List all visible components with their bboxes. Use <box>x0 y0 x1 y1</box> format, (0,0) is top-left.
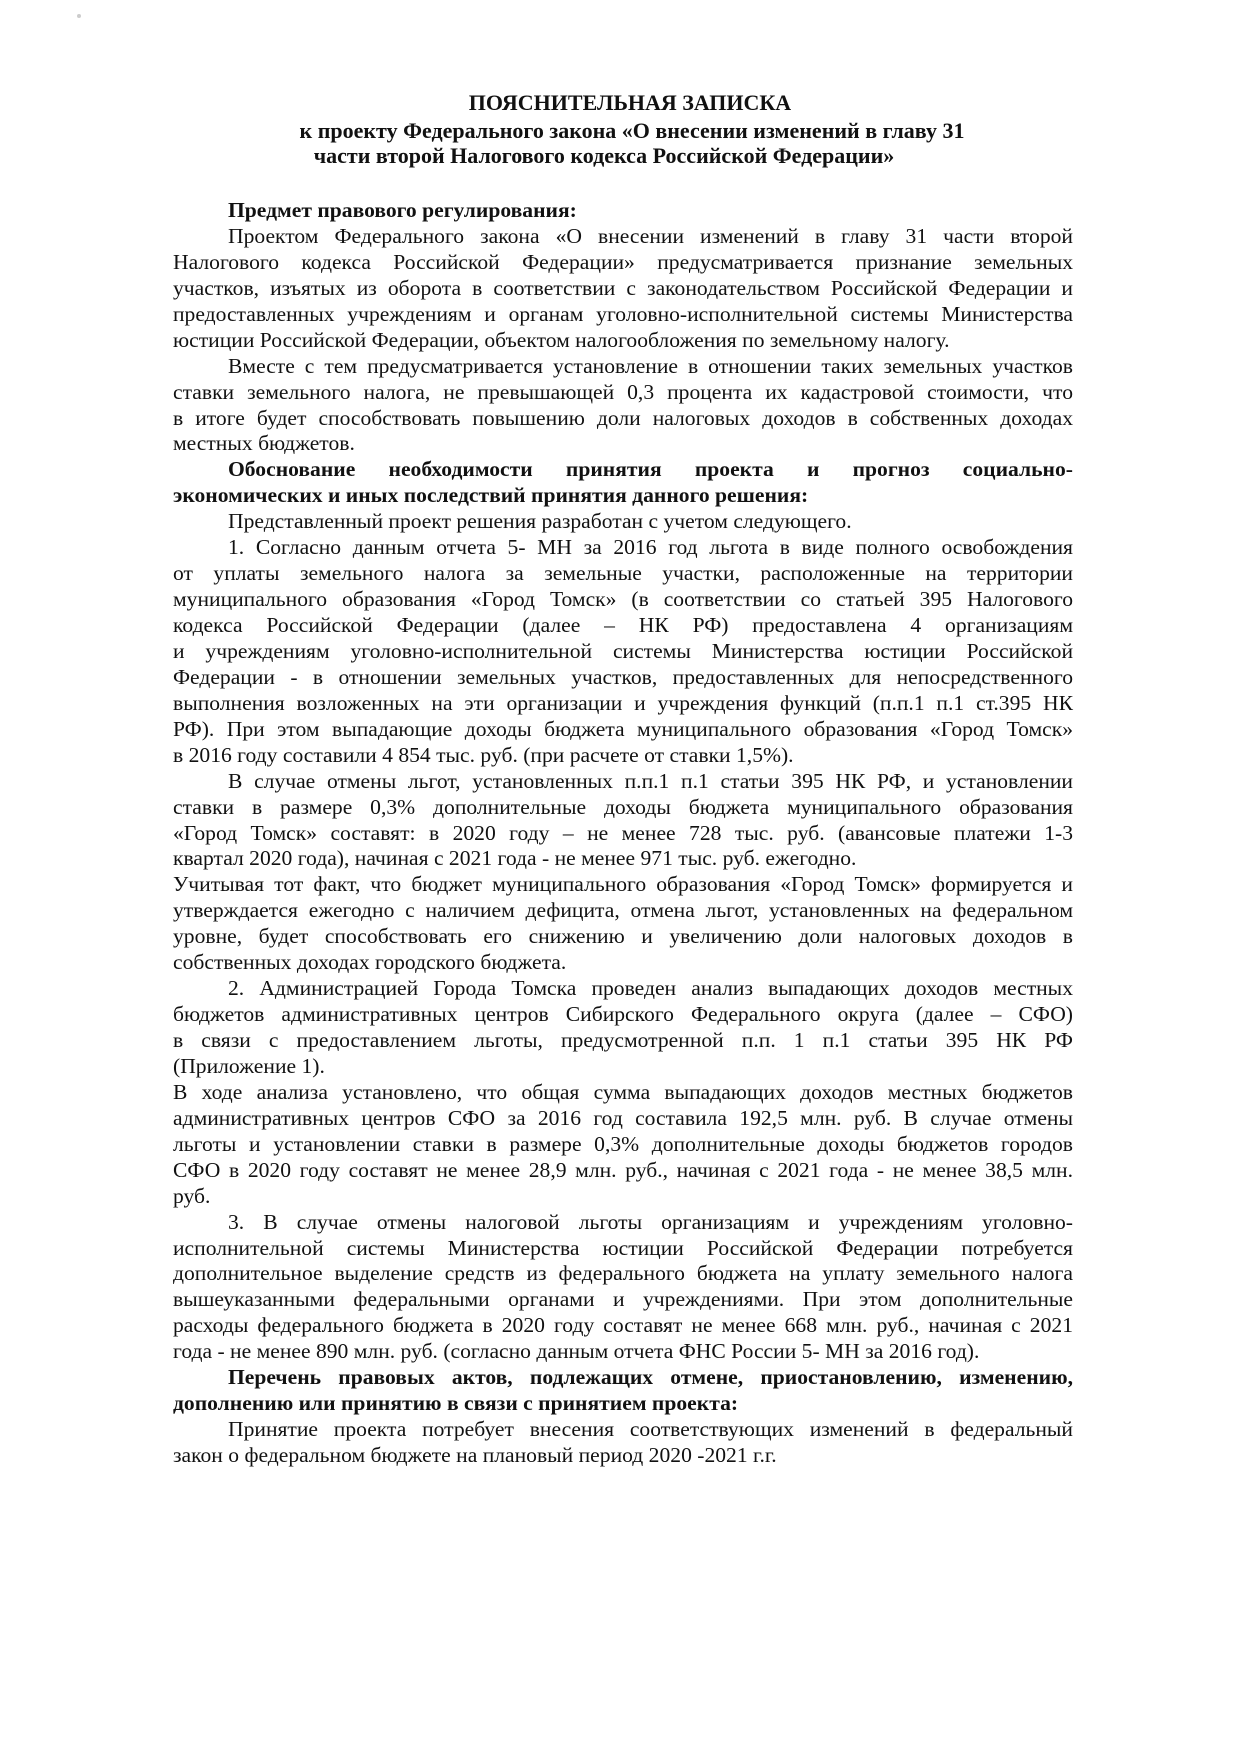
text-line: Учитывая тот факт, что бюджет муниципального образования «Город Томск» формируется и <box>173 872 1073 897</box>
text-line: утверждается ежегодно с наличием дефицита, отмена льгот, установленных на федеральном <box>173 898 1073 923</box>
paragraph <box>173 354 1073 458</box>
text-line: года - не менее 890 млн. руб. (согласно данным отчета ФНС России 5- МН за 2016 год). <box>173 1339 980 1364</box>
text-line: льготы и установлении ставки в размере 0,3% дополнительные доходы бюджетов городов <box>173 1131 1073 1156</box>
text-line: дополнительное выделение средств из федерального бюджета на уплату земельного налога <box>173 1261 1073 1286</box>
text-line: ставки в размере 0,3% дополнительные доходы бюджета муниципального образования <box>173 794 1073 819</box>
text-line: ставки земельного налога, не превышающей 0,3 процента их кадастровой стоимости, что <box>173 379 1073 404</box>
text-line: Федерации - в отношении земельных участков, предоставленных для непосредственного <box>173 664 1073 689</box>
section-heading <box>173 198 1073 224</box>
text-line: вышеуказанными федеральными органами и учреждениями. При этом дополнительные <box>173 1287 1073 1312</box>
text-line: от уплаты земельного налога за земельные участки, расположенные на территории <box>173 561 1073 586</box>
document-subtitle-line-2: части второй Налогового кодекса Российской Федерации» <box>313 143 895 168</box>
text-line: руб. <box>173 1183 211 1208</box>
section-heading <box>173 457 1073 509</box>
text-line: административных центров СФО за 2016 год составила 192,5 млн. руб. В случае отмены <box>173 1105 1073 1130</box>
text-line: 2. Администрацией Города Томска проведен анализ выпадающих доходов местных <box>228 976 1073 1001</box>
text-line: закон о федеральном бюджете на плановый период 2020 -2021 г.г. <box>173 1443 777 1467</box>
text-line: Перечень правовых актов, подлежащих отмене, приостановлению, изменению, <box>228 1365 1073 1390</box>
text-line: исполнительной системы Министерства юстиции Российской Федерации потребуется <box>173 1235 1073 1260</box>
text-line: Обоснование необходимости принятия проекта и прогноз социально- <box>228 457 1073 482</box>
text-line: В случае отмены льгот, установленных п.п.1 п.1 статьи 395 НК РФ, и установлении <box>228 768 1073 793</box>
paragraph <box>173 1210 1073 1366</box>
text-line: в 2016 году составили 4 854 тыс. руб. (при расчете от ставки 1,5%). <box>173 742 794 767</box>
text-line: СФО в 2020 году составят не менее 28,9 млн. руб., начиная с 2021 года - не менее 38,5 млн. <box>173 1157 1073 1182</box>
text-line: местных бюджетов. <box>173 431 355 456</box>
paragraph <box>173 872 1073 976</box>
text-line: 3. В случае отмены налоговой льготы организациям и учреждениям уголовно- <box>228 1209 1073 1234</box>
text-line: Принятие проекта потребует внесения соответствующих изменений в федеральный <box>228 1417 1073 1442</box>
text-line: Представленный проект решения разработан с учетом следующего. <box>228 509 852 534</box>
text-line: Вместе с тем предусматривается установление в отношении таких земельных участков <box>228 353 1073 378</box>
text-line: муниципального образования «Город Томск» (в соответствии со статьей 395 Налогового <box>173 587 1073 612</box>
paragraph <box>173 769 1073 873</box>
text-line: уровне, будет способствовать его снижению и увеличению доли налоговых доходов в <box>173 924 1073 949</box>
text-line: РФ). При этом выпадающие доходы бюджета муниципального образования «Город Томск» <box>173 716 1073 741</box>
paragraph <box>173 976 1073 1080</box>
text-line: (Приложение 1). <box>173 1053 325 1078</box>
text-line: участков, изъятых из оборота в соответствии с законодательством Российской Федерации и <box>173 275 1073 300</box>
document-body <box>173 198 1073 1469</box>
text-line: выполнения возложенных на эти организации и учреждения функций (п.п.1 п.1 ст.395 НК <box>173 690 1073 715</box>
text-line: квартал 2020 года), начиная с 2021 года - не менее 971 тыс. руб. ежегодно. <box>173 846 857 871</box>
paragraph <box>173 535 1073 768</box>
text-line: в связи с предоставлением льготы, предусмотренной п.п. 1 п.1 статьи 395 НК РФ <box>173 1028 1073 1052</box>
scan-speck <box>77 14 81 18</box>
paragraph <box>173 1417 1073 1469</box>
document-subtitle-line-1: к проекту Федерального закона «О внесении изменений в главу 31 <box>299 118 965 143</box>
text-line: собственных доходах городского бюджета. <box>173 950 567 975</box>
paragraph <box>173 224 1073 354</box>
text-line: В ходе анализа установлено, что общая сумма выпадающих доходов местных бюджетов <box>173 1079 1073 1104</box>
text-line: расходы федерального бюджета в 2020 году составят не менее 668 млн. руб., начиная с 2021 <box>173 1313 1073 1338</box>
text-line: кодекса Российской Федерации (далее – НК РФ) предоставлена 4 организациям <box>173 613 1073 637</box>
text-line: в итоге будет способствовать повышению доли налоговых доходов в собственных доходах <box>173 405 1073 430</box>
text-line: и учреждениям уголовно-исполнительной системы Министерства юстиции Российской <box>173 638 1073 663</box>
text-line: 1. Согласно данным отчета 5- МН за 2016 год льгота в виде полного освобождения <box>228 535 1073 560</box>
text-line: юстиции Российской Федерации, объектом налогообложения по земельному налогу. <box>173 327 950 352</box>
text-line: Налогового кодекса Российской Федерации» предусматривается признание земельных <box>173 249 1073 274</box>
text-line: предоставленных учреждениям и органам уголовно-исполнительной системы Министерства <box>173 301 1073 326</box>
text-line: дополнению или принятию в связи с принятием проекта: <box>173 1391 739 1416</box>
text-line: «Город Томск» составят: в 2020 году – не менее 728 тыс. руб. (авансовые платежи 1-3 <box>173 820 1073 845</box>
text-line: бюджетов административных центров Сибирского Федерального округа (далее – СФО) <box>173 1002 1073 1027</box>
text-line: Проектом Федерального закона «О внесении изменений в главу 31 части второй <box>228 223 1073 248</box>
text-line: Предмет правового регулирования: <box>228 198 577 222</box>
text-line: экономических и иных последствий принятия данного решения: <box>173 483 809 508</box>
paragraph <box>173 509 1073 535</box>
paragraph <box>173 1080 1073 1210</box>
section-heading <box>173 1365 1073 1417</box>
document-title: ПОЯСНИТЕЛЬНАЯ ЗАПИСКА <box>468 90 792 115</box>
